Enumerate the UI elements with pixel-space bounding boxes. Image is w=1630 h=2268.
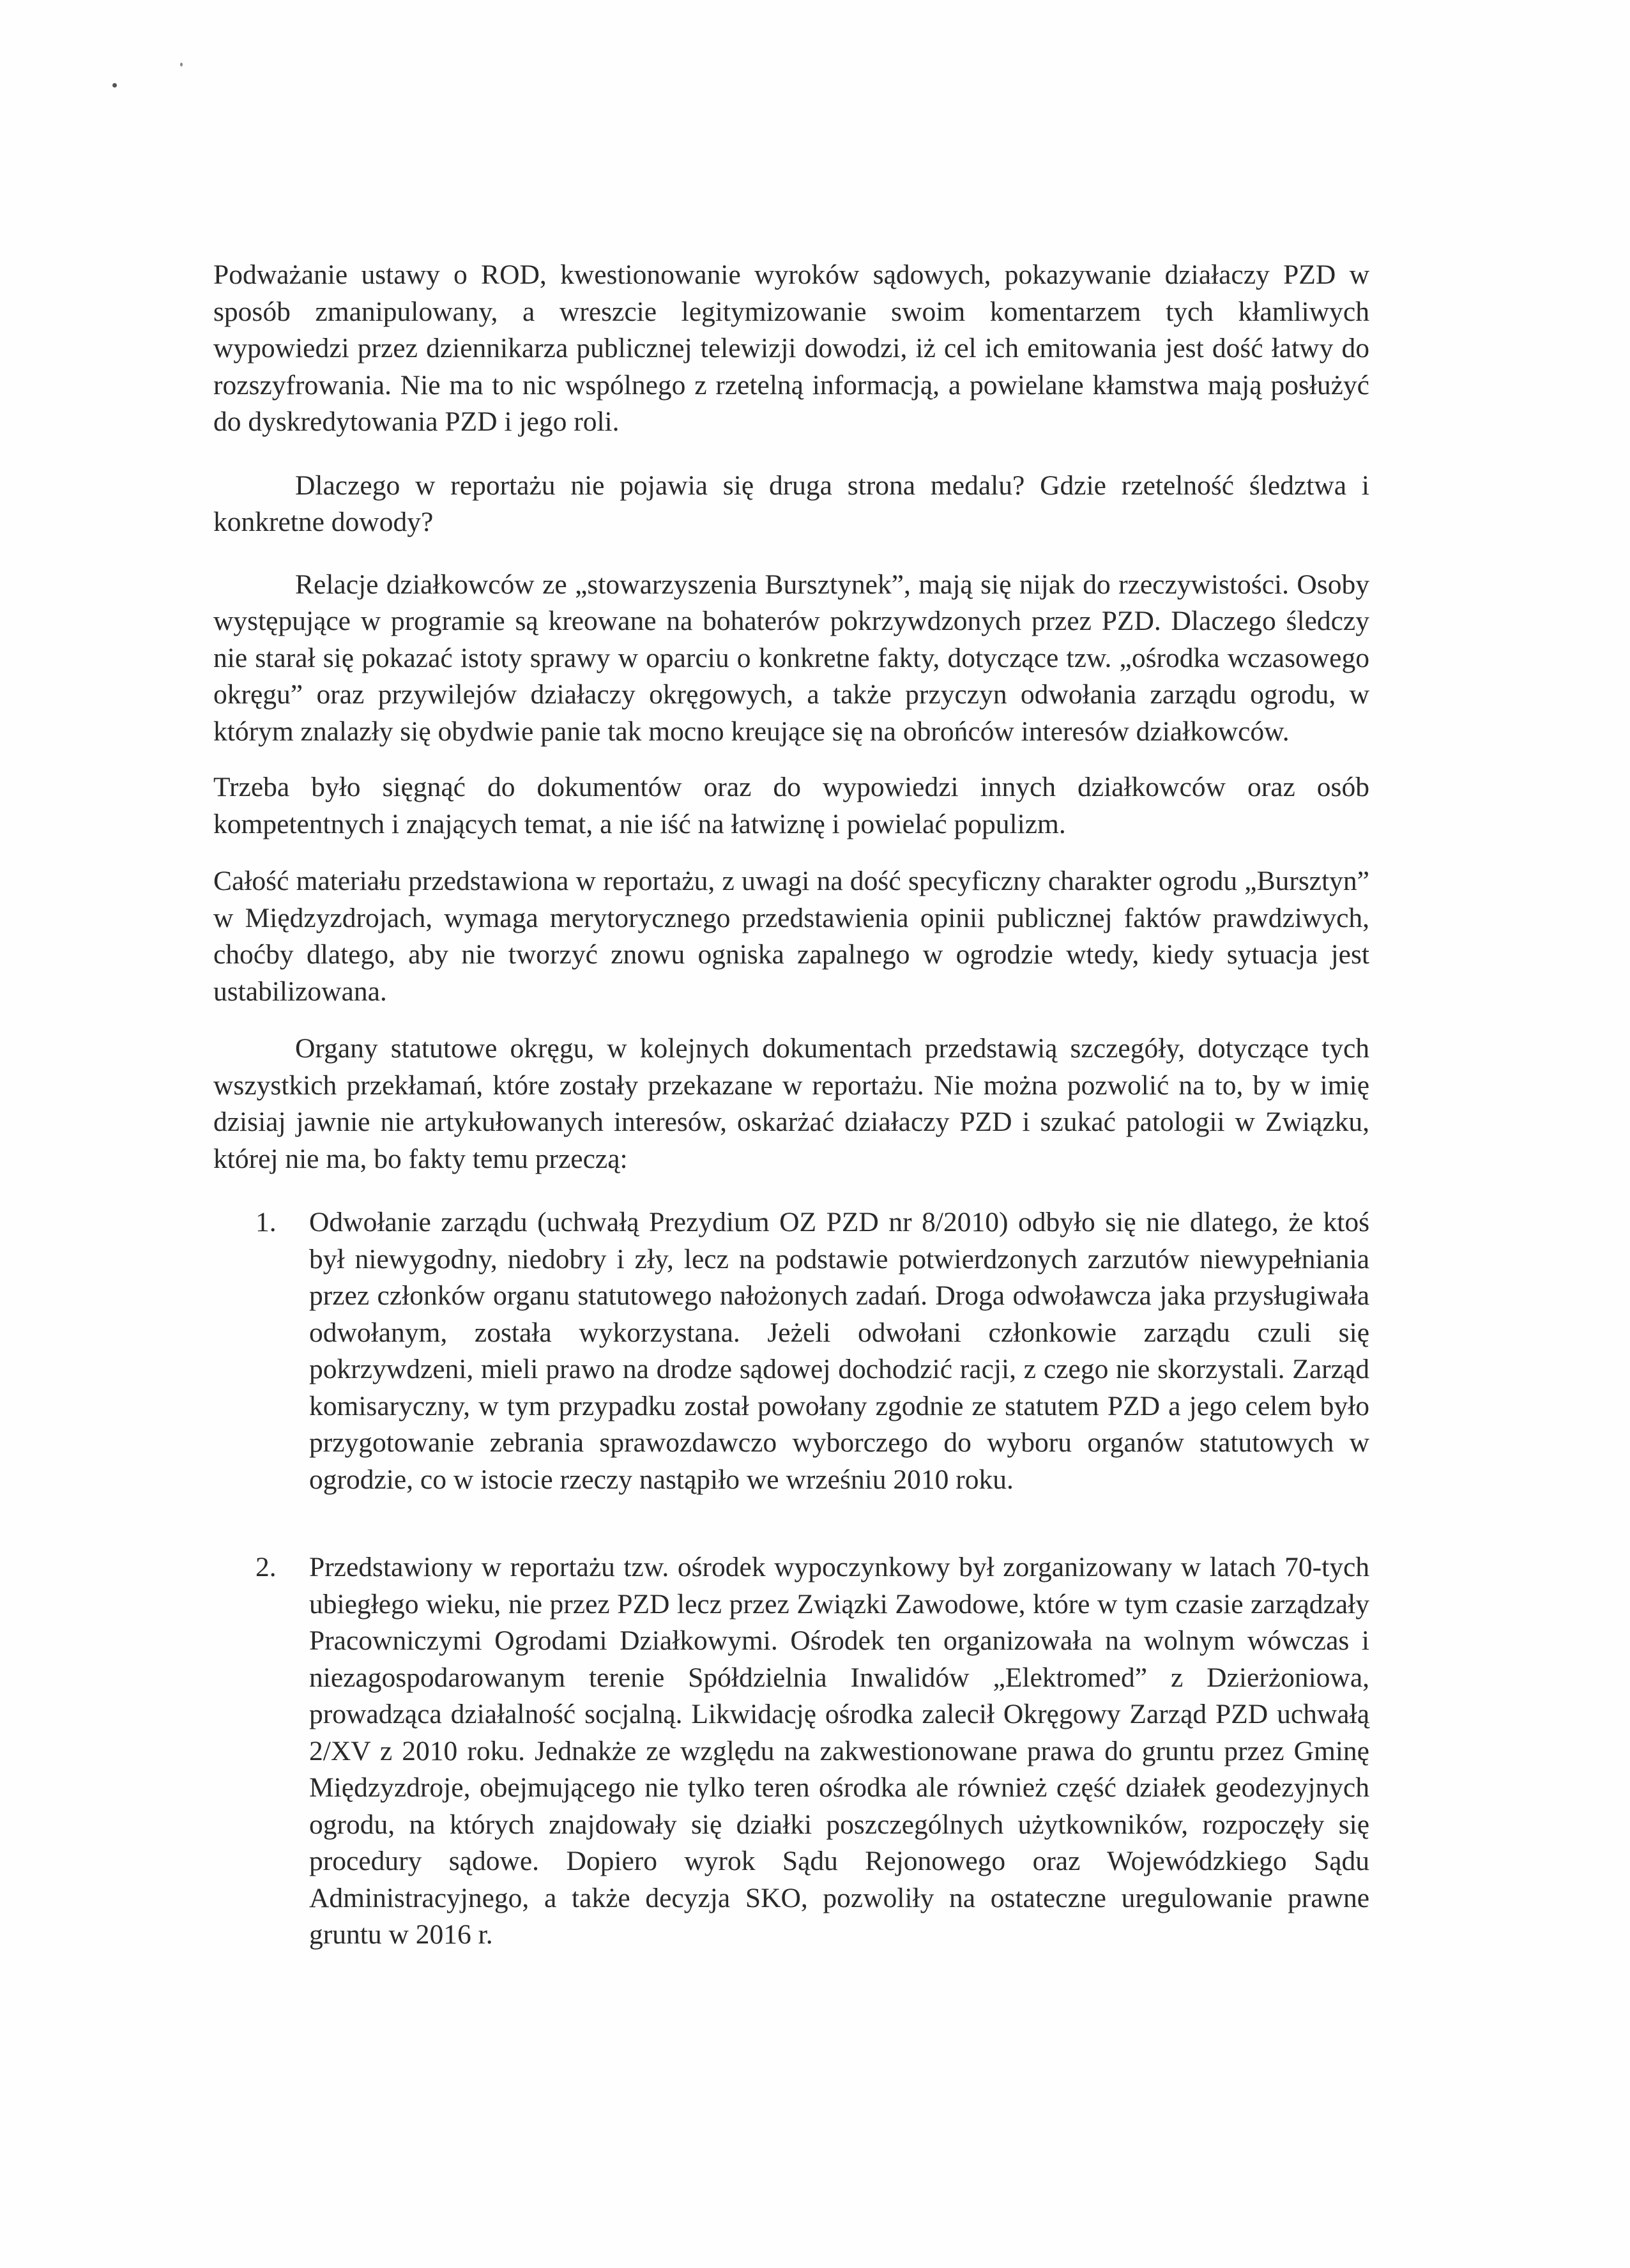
list-item-number: 2. xyxy=(255,1552,277,1582)
list-item-number: 1. xyxy=(255,1207,277,1237)
scan-speck-mark xyxy=(180,63,183,66)
paragraph: Relacje działkowców ze „stowarzyszenia Bursztynek”, mają się nijak do rzeczywistości. Osoby występujące w programie są kreowane na bohaterów pokrzywdzonych przez PZD. Dlaczego śledczy nie starał się pokazać istoty sprawy w oparciu o konkretne fakty, dotyczące tzw. „ośrodka wczasowego okręgu” oraz przywilejów działaczy okręgowych, a także przyczyn odwołania zarządu ogrodu, w którym znalazły się obydwie panie tak mocno kreujące się na obrońców interesów działkowców. xyxy=(213,569,1369,747)
paragraph: Całość materiału przedstawiona w reportażu, z uwagi na dość specyficzny charakter ogrodu „Bursztyn” w Międzyzdrojach, wymaga merytorycznego przedstawienia opinii publicznej faktów prawdziwych, choćby dlatego, aby nie tworzyć znowu ogniska zapalnego w ogrodzie wtedy, kiedy sytuacja jest ustabilizowana. xyxy=(213,866,1369,1007)
paragraph: Organy statutowe okręgu, w kolejnych dokumentach przedstawią szczegóły, dotyczące tych wszystkich przekłamań, które zostały przekazane w reportażu. Nie można pozwolić na to, by w imię dzisiaj jawnie nie artykułowanych interesów, oskarżać działaczy PZD i szukać patologii w Związku, której nie ma, bo fakty temu przeczą: xyxy=(213,1033,1369,1174)
paragraph: Podważanie ustawy o ROD, kwestionowanie wyroków sądowych, pokazywanie działaczy PZD w sposób zmanipulowany, a wreszcie legitymizowanie swoim komentarzem tych kłamliwych wypowiedzi przez dziennikarza publicznej telewizji dowodzi, iż cel ich emitowania jest dość łatwy do rozszyfrowania. Nie ma to nic wspólnego z rzetelną informacją, a powielane kłamstwa mają posłużyć do dyskredytowania PZD i jego roli. xyxy=(213,259,1369,437)
list-item xyxy=(213,1549,1369,1954)
list-item xyxy=(213,1204,1369,1498)
numbered-list xyxy=(213,1204,1369,1954)
document-body xyxy=(213,257,1369,2005)
list-item-text: Odwołanie zarządu (uchwałą Prezydium OZ PZD nr 8/2010) odbyło się nie dlatego, że ktoś był niewygodny, niedobry i zły, lecz na podstawie potwierdzonych zarzutów niewypełniania przez członków organu statutowego nałożonych zadań. Droga odwoławcza jaka przysługiwała odwołanym, została wykorzystana. Jeżeli odwołani członkowie zarządu czuli się pokrzywdzeni, mieli prawo na drodze sądowej dochodzić racji, z czego nie skorzystali. Zarząd komisaryczny, w tym przypadku został powołany zgodnie ze statutem PZD a jego celem było przygotowanie zebrania sprawozdawczo wyborczego do wyboru organów statutowych w ogrodzie, co w istocie rzeczy nastąpiło we wrześniu 2010 roku. xyxy=(309,1207,1369,1495)
paragraph: Trzeba było sięgnąć do dokumentów oraz do wypowiedzi innych działkowców oraz osób kompetentnych i znających temat, a nie iść na łatwiznę i powielać populizm. xyxy=(213,772,1369,839)
scan-speck-mark xyxy=(112,83,117,88)
list-item-text: Przedstawiony w reportażu tzw. ośrodek wypoczynkowy był zorganizowany w latach 70-tych ubiegłego wieku, nie przez PZD lecz przez Związki Zawodowe, które w tym czasie zarządzały Pracowniczymi Ogrodami Działkowymi. Ośrodek ten organizowała na wolnym wówczas i niezagospodarowanym terenie Spółdzielnia Inwalidów „Elektromed” z Dzierżoniowa, prowadząca działalność socjalną. Likwidację ośrodka zalecił Okręgowy Zarząd PZD uchwałą 2/XV z 2010 roku. Jednakże ze względu na zakwestionowane prawa do gruntu przez Gminę Międzyzdroje, obejmującego nie tylko teren ośrodka ale również część działek geodezyjnych ogrodu, na których znajdowały się działki poszczególnych użytkowników, rozpoczęły się procedury sądowe. Dopiero wyrok Sądu Rejonowego oraz Wojewódzkiego Sądu Administracyjnego, a także decyzja SKO, pozwoliły na ostateczne uregulowanie prawne gruntu w 2016 r. xyxy=(309,1552,1369,1950)
paragraph: Dlaczego w reportażu nie pojawia się druga strona medalu? Gdzie rzetelność śledztwa i konkretne dowody? xyxy=(213,470,1369,537)
